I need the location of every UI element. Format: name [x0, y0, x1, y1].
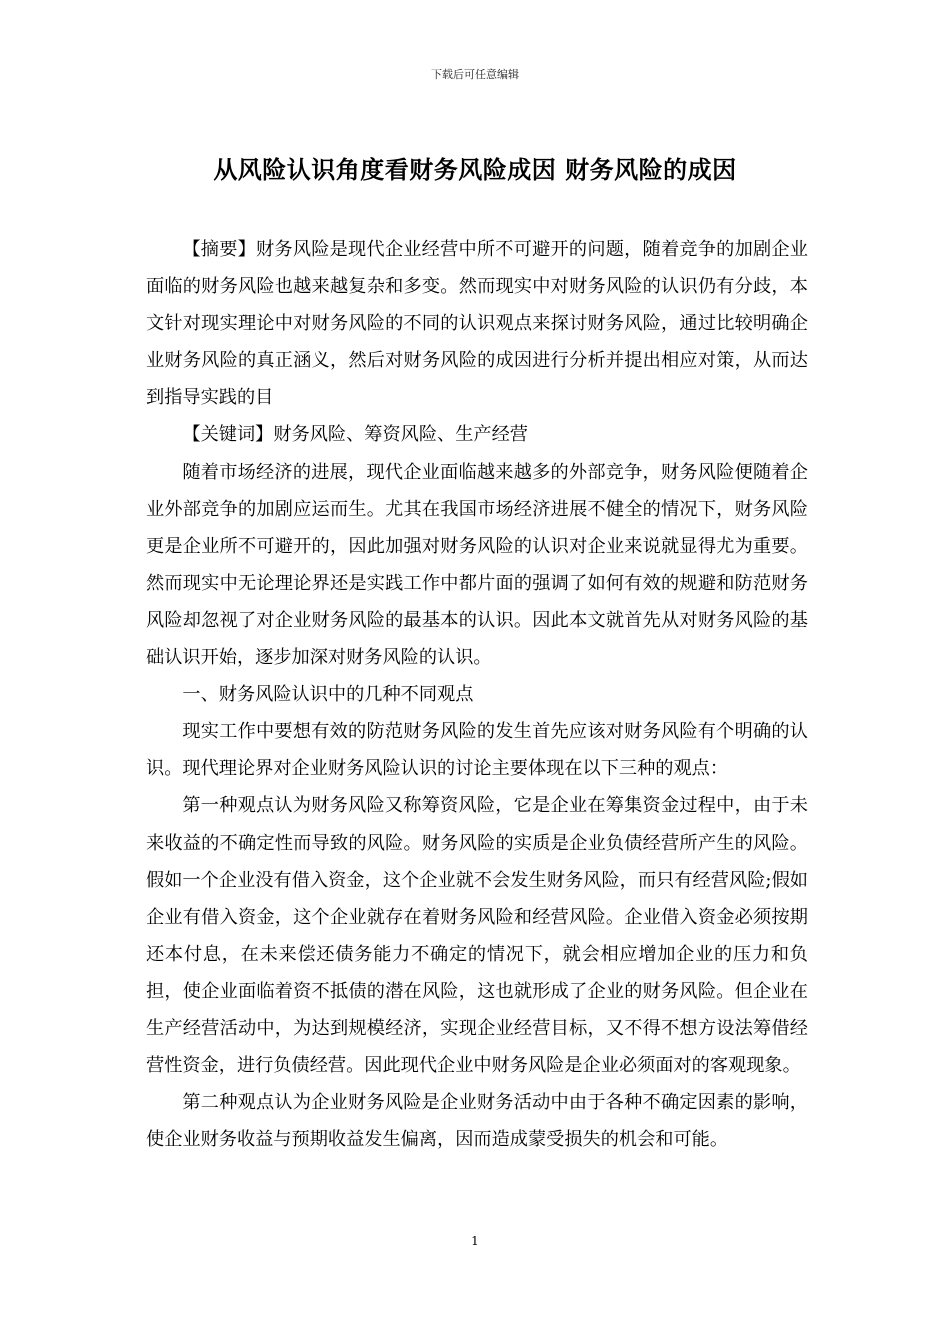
body-paragraph: 第一种观点认为财务风险又称筹资风险，它是企业在筹集资金过程中，由于未来收益的不确定性而导致的风险。财务风险的实质是企业负债经营所产生的风险。假如一个企业没有借入资金，这个企业就不会发生财务风险，而只有经营风险;假如企业有借入资金，这个企业就存在着财务风险和经营风险。企业借入资金必须按期还本付息，在未来偿还债务能力不确定的情况下，就会相应增加企业的压力和负担，使企业面临着资不抵债的潜在风险，这也就形成了企业的财务风险。但企业在生产经营活动中，为达到规模经济，实现企业经营目标，又不得不想方设法筹借经营性资金，进行负债经营。因此现代企业中财务风险是企业必须面对的客观现象。 [146, 795, 808, 1077]
keywords-paragraph: 【关键词】财务风险、筹资风险、生产经营 [182, 424, 528, 446]
page-header-note: 下载后可任意编辑 [431, 68, 519, 81]
body-paragraph: 现实工作中要想有效的防范财务风险的发生首先应该对财务风险有个明确的认识。现代理论界对企业财务风险认识的讨论主要体现在以下三种的观点： [146, 721, 808, 780]
abstract-paragraph: 【摘要】财务风险是现代企业经营中所不可避开的问题，随着竞争的加剧企业面临的财务风险也越来越复杂和多变。然而现实中对财务风险的认识仍有分歧，本文针对现实理论中对财务风险的不同的认识观点来探讨财务风险，通过比较明确企业财务风险的真正涵义，然后对财务风险的成因进行分析并提出相应对策，从而达到指导实践的目 [146, 239, 808, 409]
document-body [146, 231, 808, 1158]
body-paragraph: 第二种观点认为企业财务风险是企业财务活动中由于各种不确定因素的影响，使企业财务收益与预期收益发生偏离，因而造成蒙受损失的机会和可能。 [146, 1092, 808, 1151]
intro-paragraph: 随着市场经济的进展，现代企业面临越来越多的外部竞争，财务风险便随着企业外部竞争的加剧应运而生。尤其在我国市场经济进展不健全的情况下，财务风险更是企业所不可避开的，因此加强对财务风险的认识对企业来说就显得尤为重要。然而现实中无论理论界还是实践工作中都片面的强调了如何有效的规避和防范财务风险却忽视了对企业财务风险的最基本的认识。因此本文就首先从对财务风险的基础认识开始，逐步加深对财务风险的认识。 [146, 461, 808, 669]
page-number: 1 [471, 1234, 479, 1248]
document-title: 从风险认识角度看财务风险成因 财务风险的成因 [213, 156, 737, 184]
section-heading: 一、财务风险认识中的几种不同观点 [182, 684, 474, 706]
